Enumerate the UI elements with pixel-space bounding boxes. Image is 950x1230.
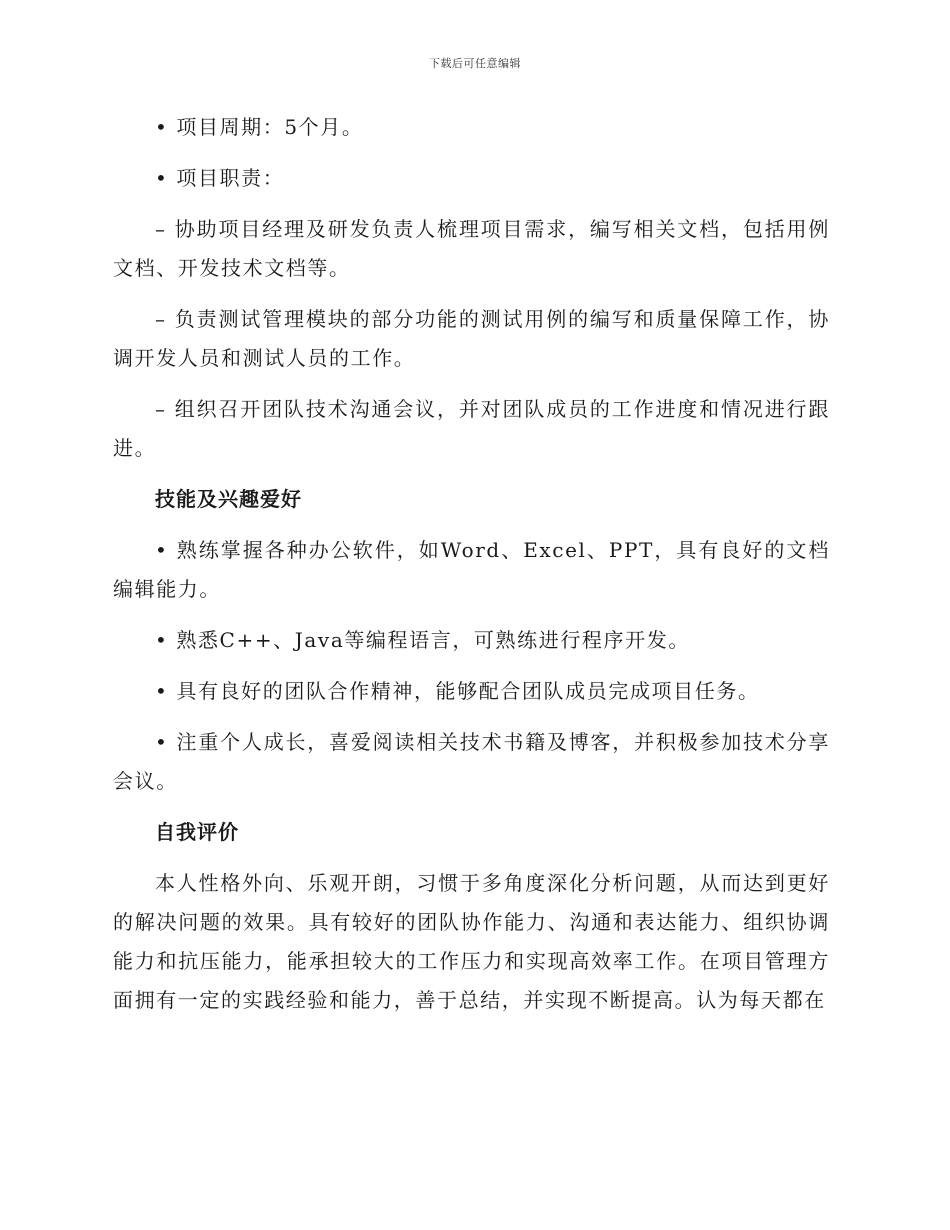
project-duties-label: • 项目职责： xyxy=(155,166,285,190)
skill-item: • 熟悉C++、Java等编程语言，可熟练进行程序开发。 xyxy=(155,628,690,652)
document-body xyxy=(113,108,830,1020)
duty-item: – 负责测试管理模块的部分功能的测试用例的编写和质量保障工作，协调开发人员和测试人员的工作。 xyxy=(113,307,830,370)
page-header: 下载后可任意编辑 xyxy=(429,57,521,70)
skills-heading: 技能及兴趣爱好 xyxy=(155,487,302,511)
project-duration: • 项目周期：5个月。 xyxy=(155,115,364,139)
skill-item: • 注重个人成长，喜爱阅读相关技术书籍及博客，并积极参加技术分享会议。 xyxy=(113,730,830,793)
self-evaluation-text: 本人性格外向、乐观开朗，习惯于多角度深化分析问题，从而达到更好的解决问题的效果。具有较好的团队协作能力、沟通和表达能力、组织协调能力和抗压能力，能承担较大的工作压力和实现高效率工作。在项目管理方面拥有一定的实践经验和能力，善于总结，并实现不断提高。认为每天都在 xyxy=(113,871,830,1012)
duty-item: – 组织召开团队技术沟通会议，并对团队成员的工作进度和情况进行跟进。 xyxy=(113,397,830,460)
skill-item: • 熟练掌握各种办公软件，如Word、Excel、PPT，具有良好的文档编辑能力。 xyxy=(113,538,830,601)
skill-item: • 具有良好的团队合作精神，能够配合团队成员完成项目任务。 xyxy=(155,679,760,703)
self-evaluation-heading: 自我评价 xyxy=(155,820,239,844)
duty-item: – 协助项目经理及研发负责人梳理项目需求，编写相关文档，包括用例文档、开发技术文档等。 xyxy=(113,217,830,280)
